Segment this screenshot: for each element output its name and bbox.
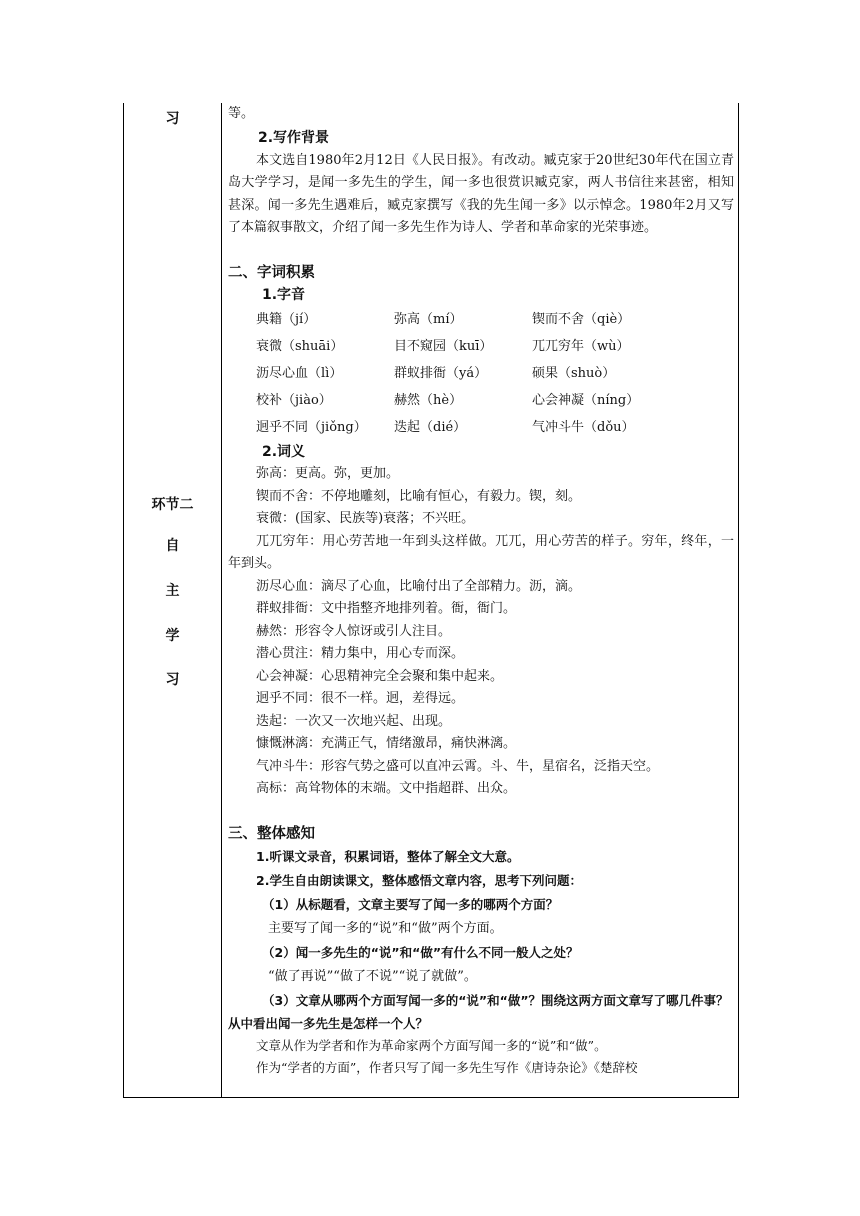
question-2: （2）闻一多先生的“说”和“做”有什么不同一般人之处？ [262, 945, 579, 960]
pron-item: 气冲斗牛（dǒu） [532, 419, 635, 435]
stage-column [124, 103, 221, 1097]
question-1: （1）从标题看，文章主要写了闻一多的哪两个方面？ [262, 897, 559, 912]
pronunciation-heading: 1.字音 [262, 287, 306, 303]
pron-item: 锲而不舍（qiè） [532, 311, 631, 327]
section2-heading: 二、字词积累 [228, 264, 315, 281]
lesson-table [123, 103, 739, 1098]
definition: 高标：高耸物体的末端。文中指超群、出众。 [256, 781, 517, 796]
stage-char: 学 [165, 628, 180, 644]
definition: 潜心贯注：精力集中，用心专而深。 [256, 646, 465, 661]
pron-item: 迭起（dié） [394, 419, 467, 435]
definition: 衰微：(国家、民族等)衰落；不兴旺。 [256, 511, 475, 526]
stage-label: 环节二 [151, 497, 194, 513]
stage-char: 主 [165, 583, 180, 599]
pron-item: 群蚁排衙（yá） [394, 365, 488, 381]
pron-item: 兀兀穷年（wù） [532, 338, 630, 354]
definition: 弥高：更高。弥，更加。 [256, 466, 400, 481]
definition: 兀兀穷年：用心劳苦地一年到头这样做。兀兀，用心劳苦的样子。穷年，终年，一年到头。 [228, 533, 734, 571]
step-1: 1.听课文录音，积累词语，整体了解全文大意。 [256, 849, 520, 864]
definition: 赫然：形容令人惊讶或引人注目。 [256, 623, 452, 639]
background-heading: 2.写作背景 [258, 130, 330, 146]
background-text: 本文选自1980年2月12日《人民日报》。有改动。臧克家于20世纪30年代在国立青岛大学学习，是闻一多先生的学生，闻一多也很赏识臧克家，两人书信往来甚密，相知甚深。闻一多先生遇难后，臧克家撰写《我的先生闻一多》以示悼念。1980年2月又写了本篇叙事散文，介绍了闻一多先生作为诗人、学者和革命家的光荣事迹。 [228, 152, 734, 235]
pron-item: 迥乎不同（jiǒng） [256, 419, 367, 435]
definition: 心会神凝：心思精神完全会聚和集中起来。 [256, 668, 504, 684]
pron-item: 硕果（shuò） [532, 365, 616, 381]
stage-char-top: 习 [165, 111, 180, 127]
section3-heading: 三、整体感知 [228, 825, 315, 842]
pronunciation-grid [228, 309, 734, 439]
pron-item: 弥高（mí） [394, 311, 463, 327]
answer-2: “做了再说”“做了不说”“说了就做”。 [268, 969, 477, 984]
pron-item: 心会神凝（níng） [532, 392, 640, 408]
definition: 迭起：一次又一次地兴起、出现。 [256, 713, 452, 729]
content-cell [228, 103, 734, 1079]
step-2: 2.学生自由朗读课文，整体感悟文章内容，思考下列问题： [256, 873, 582, 888]
definition: 气冲斗牛：形容气势之盛可以直冲云霄。斗、牛，星宿名，泛指天空。 [256, 758, 660, 774]
pron-item: 目不窥园（kuī） [394, 338, 493, 354]
pron-item: 校补（jiào） [256, 392, 332, 408]
definition: 慷慨淋漓：充满正气，情绪激昂，痛快淋漓。 [256, 736, 517, 751]
pron-item: 赫然（hè） [394, 392, 463, 408]
answer-3-line1: 文章从作为学者和作为革命家两个方面写闻一多的“说”和“做”。 [256, 1038, 607, 1053]
definition: 群蚁排衙：文中指整齐地排列着。衙，衙门。 [256, 601, 517, 616]
question-3: （3）文章从哪两个方面写闻一多的“说”和“做”？围绕这两方面文章写了哪几件事？从中看出闻一多先生是怎样一个人？ [228, 993, 729, 1031]
pron-item: 沥尽心血（lì） [256, 365, 343, 381]
answer-1: 主要写了闻一多的“说”和“做”两个方面。 [268, 921, 503, 936]
definition: 锲而不舍：不停地雕刻，比喻有恒心，有毅力。锲，刻。 [256, 488, 582, 504]
stage-char: 习 [165, 672, 180, 688]
column-divider [221, 103, 222, 1097]
pron-item: 典籍（jí） [256, 311, 317, 327]
stage-char: 自 [165, 538, 180, 554]
answer-3-line2: 作为“学者的方面”，作者只写了闻一多先生写作《唐诗杂论》《楚辞校 [256, 1060, 638, 1075]
definition: 迥乎不同：很不一样。迥，差得远。 [256, 691, 465, 706]
intro-tail: 等。 [228, 106, 255, 121]
meaning-heading: 2.词义 [262, 443, 306, 460]
definition: 沥尽心血：滴尽了心血，比喻付出了全部精力。沥，滴。 [256, 578, 582, 594]
pron-item: 衰微（shuāi） [256, 338, 344, 354]
